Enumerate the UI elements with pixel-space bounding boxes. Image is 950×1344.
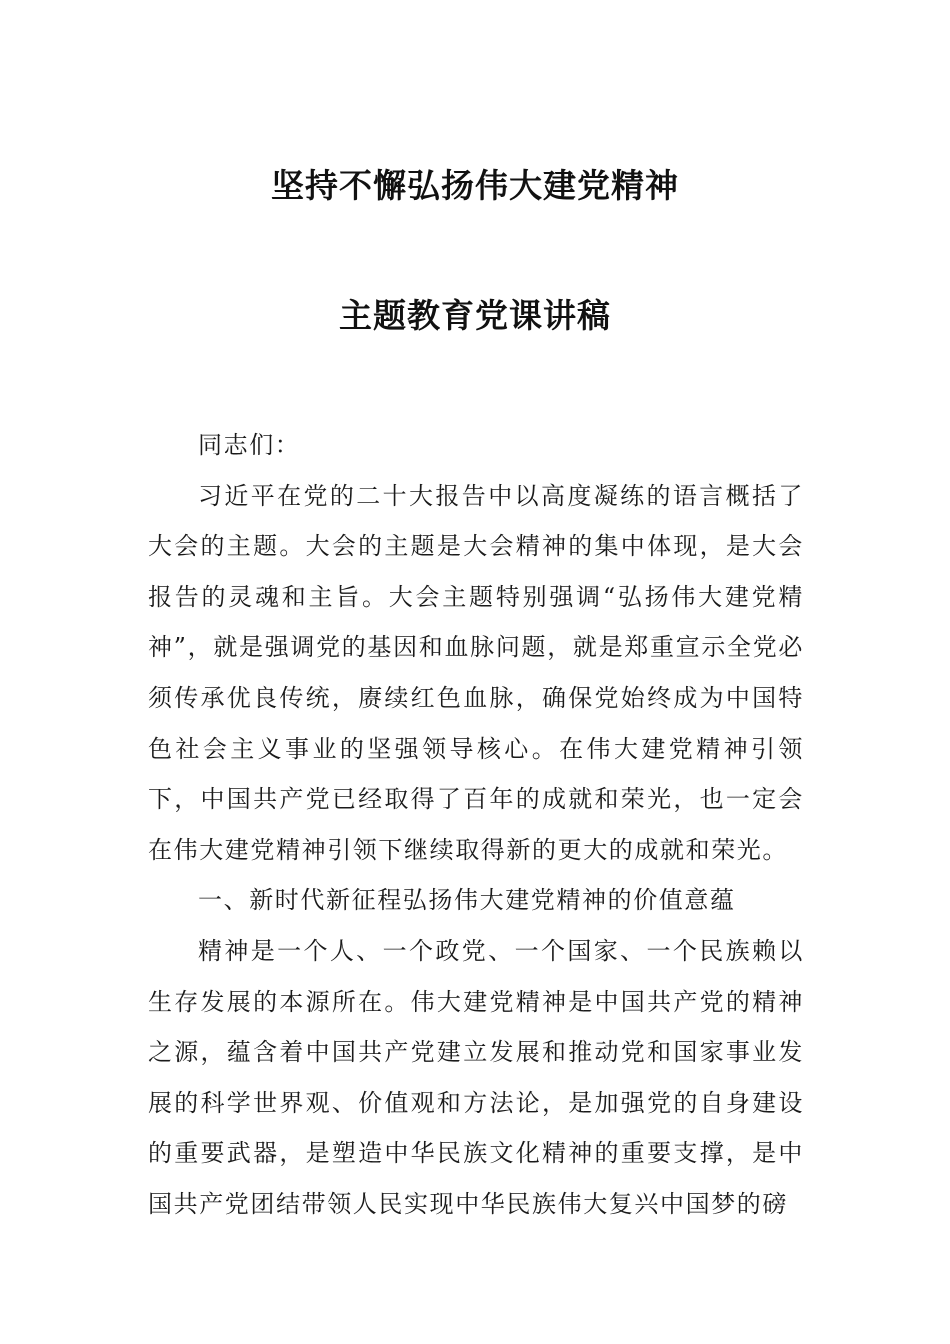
paragraph-intro: 习近平在党的二十大报告中以高度凝练的语言概括了大会的主题。大会的主题是大会精神的集中体现，是大会报告的灵魂和主旨。大会主题特别强调“弘扬伟大建党精神”，就是强调党的基因和血脉问题，就是郑重宣示全党必须传承优良传统，赓续红色血脉，确保党始终成为中国特色社会主义事业的坚强领导核心。在伟大建党精神引领下，中国共产党已经取得了百年的成就和荣光，也一定会在伟大建党精神引领下继续取得新的更大的成就和荣光。 — [148, 481, 804, 864]
section-heading-1: 一、新时代新征程弘扬伟大建党精神的价值意蕴 — [198, 886, 736, 915]
document-body — [148, 420, 804, 1230]
paragraph-section-1: 精神是一个人、一个政党、一个国家、一个民族赖以生存发展的本源所在。伟大建党精神是中国共产党的精神之源，蕴含着中国共产党建立发展和推动党和国家事业发展的科学世界观、价值观和方法论，是加强党的自身建设的重要武器，是塑造中华民族文化精神的重要支撑，是中国共产党团结带领人民实现中华民族伟大复兴中国梦的磅 — [148, 936, 804, 1218]
document-title-line-2: 主题教育党课讲稿 — [339, 296, 611, 335]
document-title-line-1: 坚持不懈弘扬伟大建党精神 — [271, 166, 679, 205]
salutation: 同志们： — [198, 431, 301, 459]
